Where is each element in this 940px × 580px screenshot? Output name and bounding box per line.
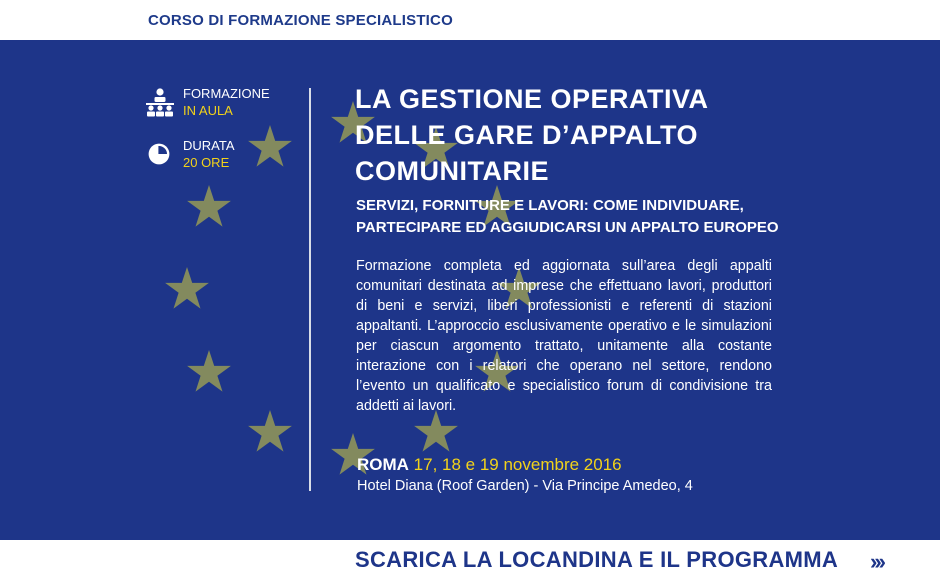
eu-star-icon (187, 350, 231, 392)
event-dates: 17, 18 e 19 novembre 2016 (408, 455, 622, 474)
download-program-link[interactable]: SCARICA LA LOCANDINA E IL PROGRAMMA (355, 547, 839, 572)
duration-label: DURATA (183, 138, 235, 153)
format-label: FORMAZIONE (183, 86, 270, 101)
course-banner[interactable] (0, 40, 940, 540)
course-subtitle-line-1: SERVIZI, FORNITURE E LAVORI: COME INDIVIDUARE, (356, 197, 744, 214)
event-date-line (357, 454, 622, 476)
classroom-icon (145, 87, 175, 117)
event-venue: Hotel Diana (Roof Garden) - Via Principe Amedeo, 4 (357, 478, 693, 494)
eu-star-icon (248, 410, 292, 452)
bottom-bar (0, 540, 940, 580)
eu-star-icon (187, 185, 231, 227)
course-title-line-2: DELLE GARE D’APPALTO (355, 120, 699, 150)
course-type-label: CORSO DI FORMAZIONE SPECIALISTICO (148, 12, 453, 29)
eu-star-icon (414, 410, 458, 452)
duration-value: 20 ORE (183, 155, 230, 170)
top-bar (0, 0, 940, 40)
course-title-line-1: LA GESTIONE OPERATIVA (355, 84, 709, 114)
course-subtitle-line-2: PARTECIPARE ED AGGIUDICARSI UN APPALTO EUROPEO (356, 219, 779, 236)
chevron-right-icon[interactable]: ››› (870, 549, 883, 574)
clock-icon (147, 142, 171, 166)
course-title-line-3: COMUNITARIE (355, 156, 549, 186)
vertical-divider (309, 88, 311, 491)
event-city: ROMA (357, 455, 409, 474)
eu-star-icon (165, 267, 209, 309)
eu-star-icon (248, 125, 292, 167)
course-description: Formazione completa ed aggiornata sull’area degli appalti comunitari destinata ad imprese che effettuano lavori, produttori di beni e servizi, liberi professionisti e referenti di stazioni appaltanti. L’approccio esclusivamente operativo e le simulazioni per ciascun argomento trattato, unitamente alla costante interazione con i relatori che operano nel settore, rendono l’evento un qualificato e specialistico forum di condivisione tra addetti ai lavori. (356, 258, 772, 414)
format-value: IN AULA (183, 103, 233, 118)
